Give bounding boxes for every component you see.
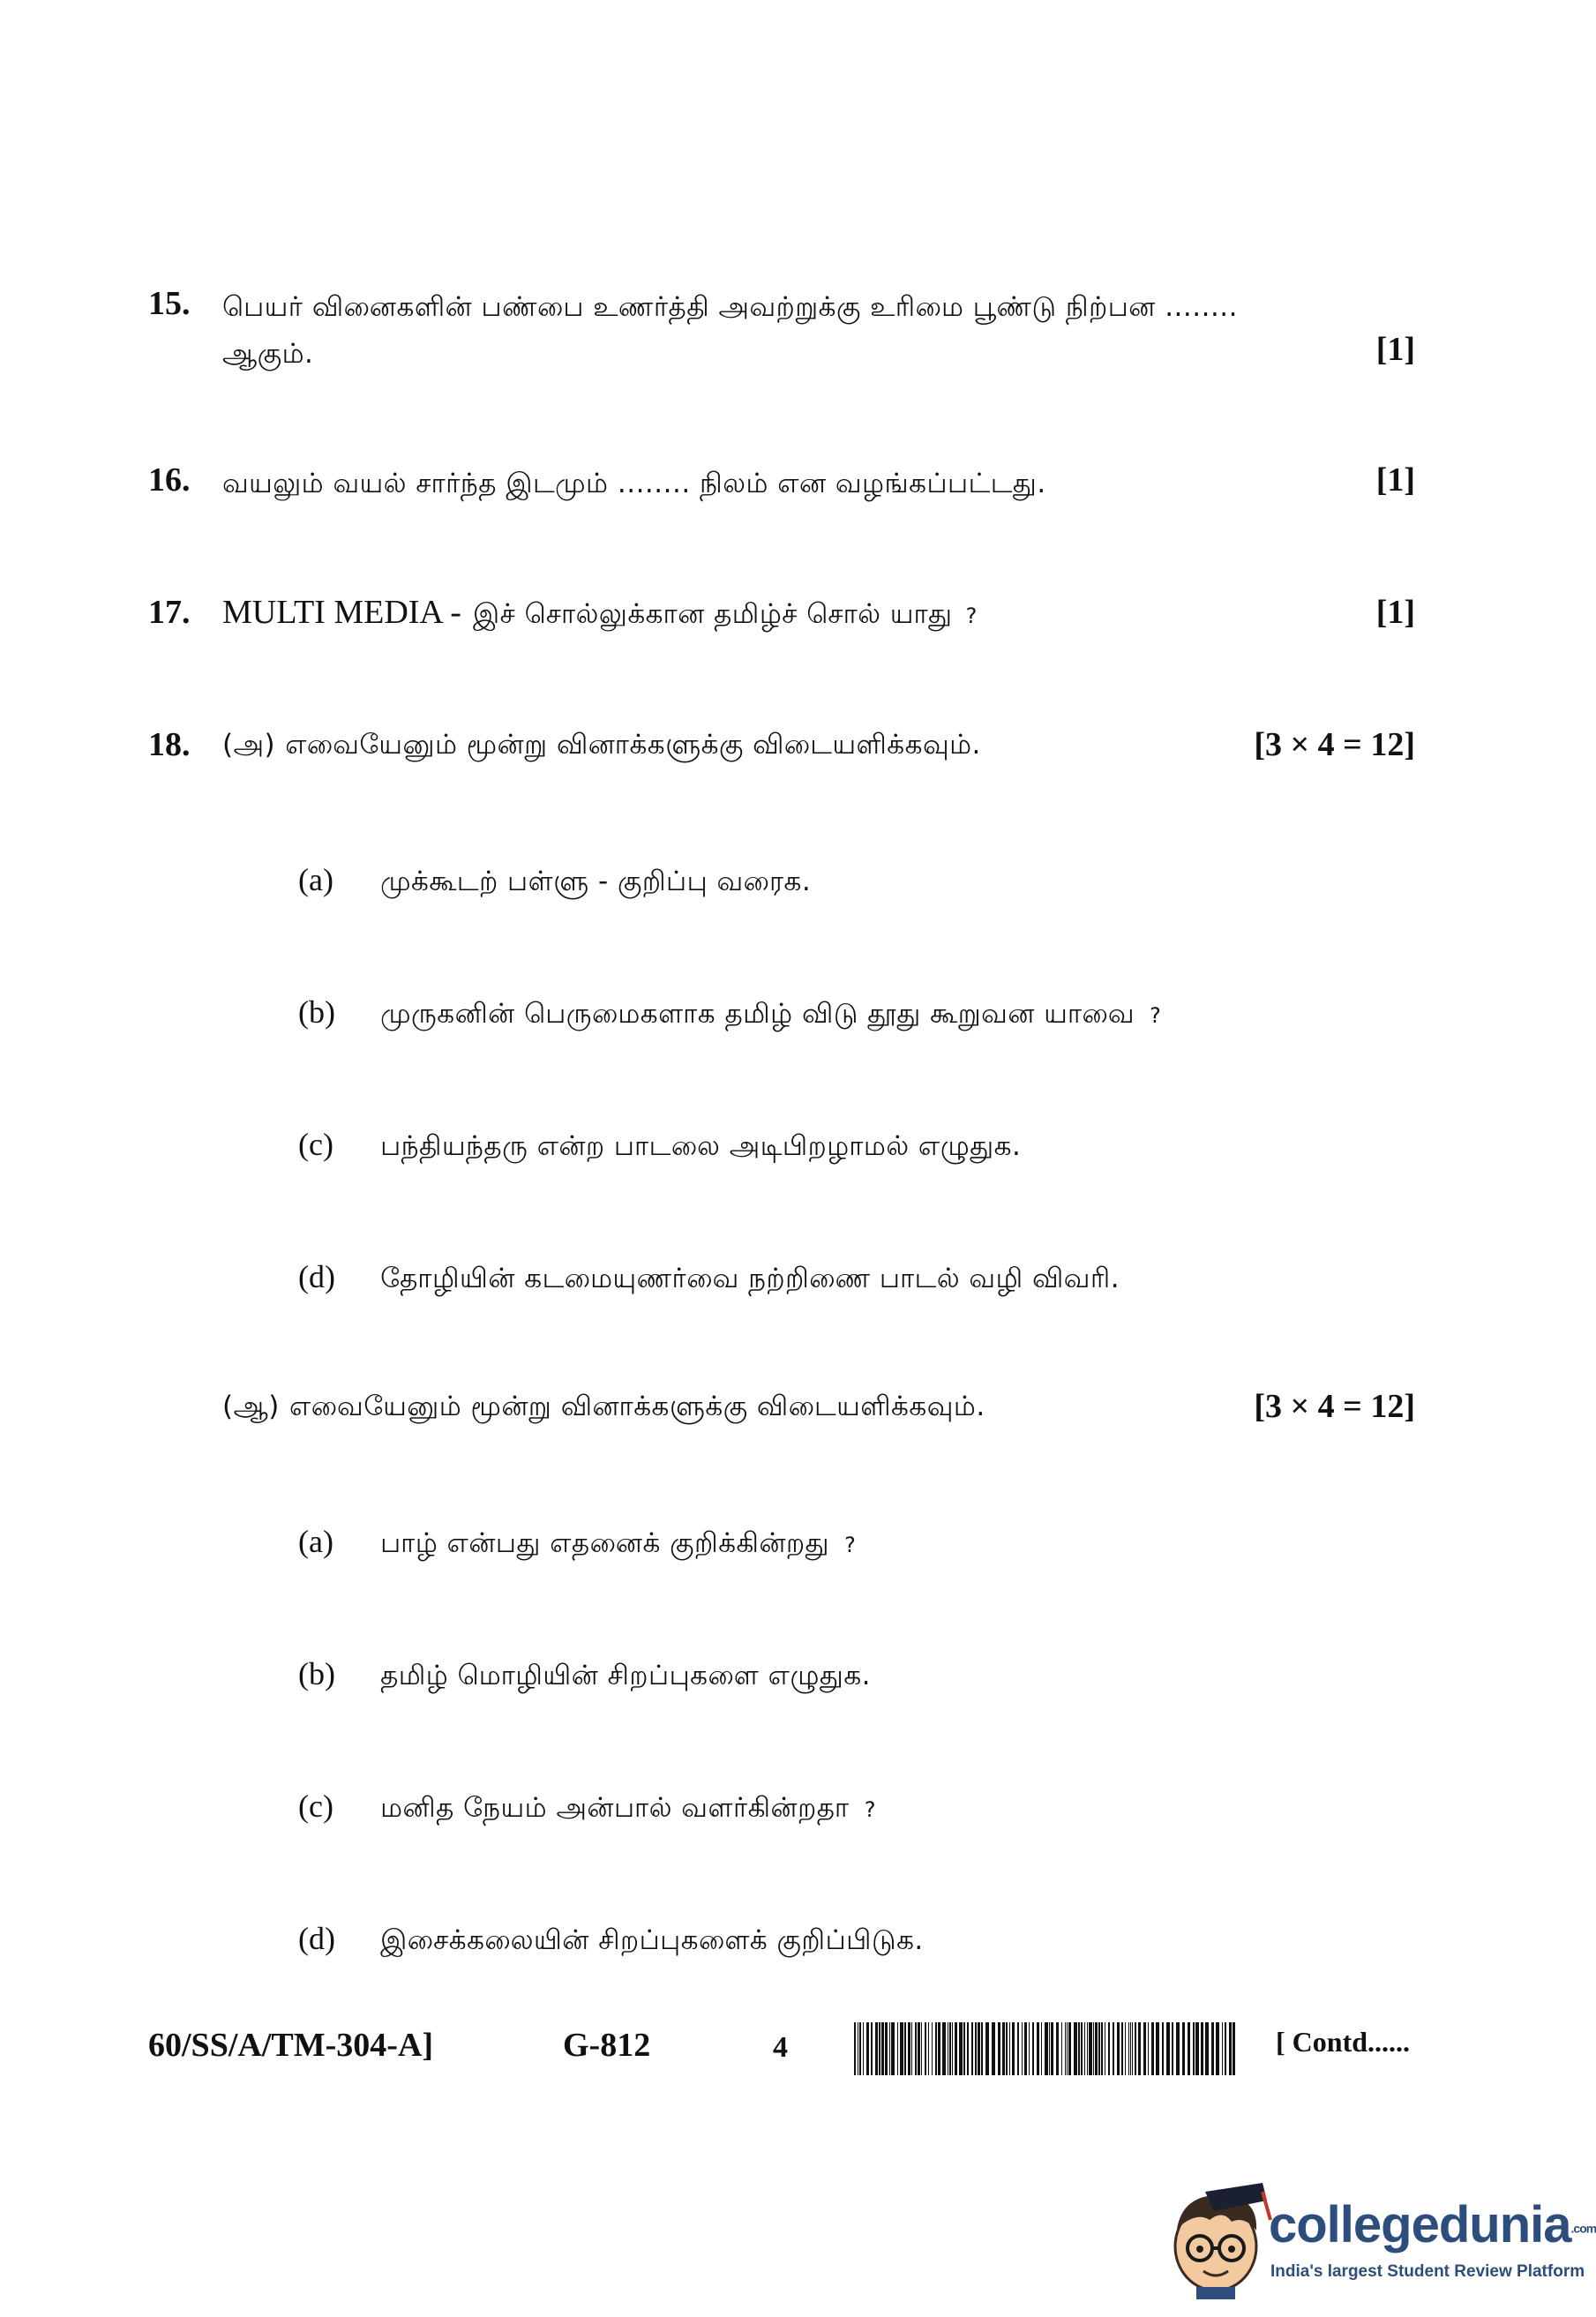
section-a-instruction bbox=[222, 729, 981, 764]
question-16-number: 16. bbox=[148, 461, 191, 499]
section-a-label: (அ) bbox=[222, 729, 276, 761]
paper-code: 60/SS/A/TM-304-A] bbox=[148, 2027, 433, 2064]
contd-label: [ Contd...... bbox=[1276, 2026, 1411, 2058]
item-text: முக்கூடற் பள்ளு - குறிப்பு வரைக. bbox=[380, 866, 812, 897]
brand-suffix: .com bbox=[1570, 2221, 1596, 2236]
question-15-number: 15. bbox=[148, 285, 191, 322]
item-label: (a) bbox=[298, 862, 333, 897]
section-a-item-c bbox=[298, 1126, 1021, 1166]
item-label: (c) bbox=[298, 1127, 333, 1162]
student-mascot-icon bbox=[1161, 2176, 1276, 2299]
question-16-text: வயலும் வயல் சார்ந்த இடமும் ........ நிலம் என வழங்கப்பட்டது. bbox=[222, 468, 1046, 499]
section-b-item-b bbox=[298, 1655, 871, 1695]
item-text: தமிழ் மொழியின் சிறப்புகளை எழுதுக. bbox=[380, 1660, 871, 1691]
item-question-mark: ? bbox=[1150, 1003, 1161, 1028]
section-b-item-d bbox=[298, 1920, 924, 1960]
collegedunia-logo bbox=[1161, 2176, 1596, 2299]
question-17-question-mark: ? bbox=[965, 604, 978, 628]
item-text: முருகனின் பெருமைகளாக தமிழ் விடு தூது கூறுவன யாவை bbox=[380, 998, 1135, 1030]
item-text: மனித நேயம் அன்பால் வளர்கின்றதா bbox=[380, 1792, 850, 1824]
question-15-text-line2: ஆகும். bbox=[222, 338, 314, 370]
item-text: தோழியின் கடமையுணர்வை நற்றிணை பாடல் வழி விவரி. bbox=[380, 1263, 1120, 1294]
barcode bbox=[854, 2022, 1239, 2075]
item-text: இசைக்கலையின் சிறப்புகளைக் குறிப்பிடுக. bbox=[380, 1924, 924, 1956]
series-code: G-812 bbox=[563, 2027, 651, 2064]
section-a-marks: [3 × 4 = 12] bbox=[1254, 726, 1415, 763]
item-label: (c) bbox=[298, 1788, 333, 1824]
item-label: (d) bbox=[298, 1921, 335, 1956]
question-17-line bbox=[222, 593, 977, 634]
section-b-marks: [3 × 4 = 12] bbox=[1254, 1388, 1415, 1425]
section-a-item-a bbox=[298, 861, 811, 901]
question-16-marks: [1] bbox=[1375, 461, 1415, 499]
question-17-number: 17. bbox=[148, 594, 191, 631]
section-a-item-b bbox=[298, 994, 1161, 1033]
section-b-instruction bbox=[222, 1391, 985, 1426]
section-a-instruction-text: எவையேனும் மூன்று வினாக்களுக்கு விடையளிக்கவும். bbox=[285, 729, 981, 761]
section-b-item-a bbox=[298, 1523, 856, 1563]
section-b-instruction-text: எவையேனும் மூன்று வினாக்களுக்கு விடையளிக்கவும். bbox=[289, 1391, 985, 1422]
item-label: (b) bbox=[298, 994, 335, 1030]
brand-tagline: India's largest Student Review Platform bbox=[1270, 2262, 1585, 2281]
item-label: (b) bbox=[298, 1656, 335, 1691]
section-a-item-d bbox=[298, 1258, 1120, 1298]
question-17-english-term: MULTI MEDIA - bbox=[222, 594, 461, 631]
question-17-marks: [1] bbox=[1375, 594, 1415, 631]
item-label: (d) bbox=[298, 1259, 335, 1294]
question-18-number: 18. bbox=[148, 726, 191, 763]
section-b-label: (ஆ) bbox=[222, 1391, 280, 1422]
question-15-marks: [1] bbox=[1375, 331, 1415, 368]
brand-name: collegedunia bbox=[1269, 2196, 1571, 2253]
page-number: 4 bbox=[773, 2031, 788, 2064]
item-text: பாழ் என்பது எதனைக் குறிக்கின்றது bbox=[380, 1527, 829, 1559]
item-question-mark: ? bbox=[864, 1797, 876, 1822]
item-text: பந்தியந்தரு என்ற பாடலை அடிபிறழாமல் எழுதுக. bbox=[380, 1130, 1022, 1162]
section-b-item-c bbox=[298, 1788, 875, 1827]
question-17-text: இச் சொல்லுக்கான தமிழ்ச் சொல் யாது bbox=[473, 598, 953, 630]
question-15-text-line1: பெயர் வினைகளின் பண்பை உணர்த்தி அவற்றுக்கு உரிமை பூண்டு நிற்பன ........ bbox=[222, 291, 1239, 323]
item-question-mark: ? bbox=[844, 1533, 856, 1557]
item-label: (a) bbox=[298, 1524, 333, 1559]
